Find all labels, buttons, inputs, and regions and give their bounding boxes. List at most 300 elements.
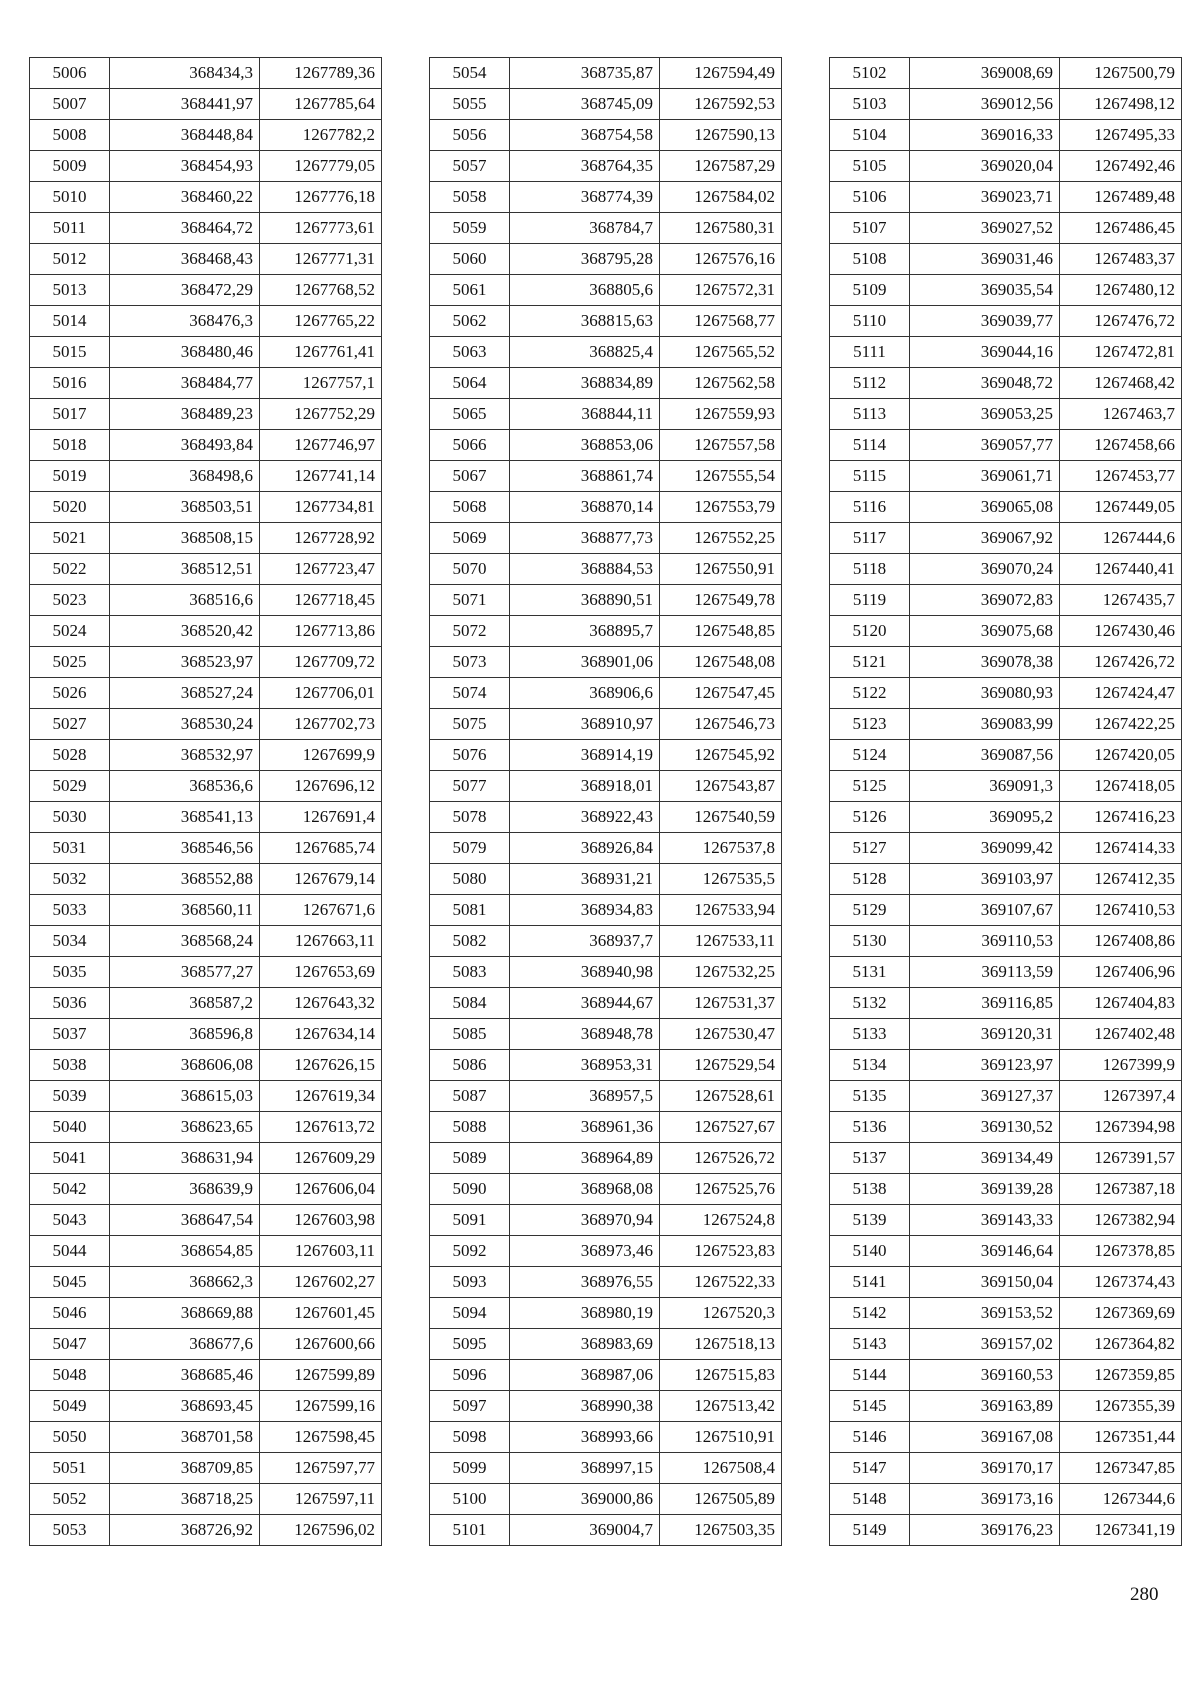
y-coordinate-cell: 1267374,43: [1060, 1267, 1182, 1298]
point-number-cell: 5022: [30, 554, 110, 585]
point-number-cell: 5089: [430, 1143, 510, 1174]
point-number-cell: 5092: [430, 1236, 510, 1267]
point-number-cell: 5048: [30, 1360, 110, 1391]
x-coordinate-cell: 368993,66: [510, 1422, 660, 1453]
x-coordinate-cell: 368654,85: [110, 1236, 260, 1267]
table-row: [30, 1143, 382, 1174]
table-row: [30, 864, 382, 895]
y-coordinate-cell: 1267535,5: [660, 864, 782, 895]
y-coordinate-cell: 1267702,73: [260, 709, 382, 740]
table-row: [30, 1174, 382, 1205]
y-coordinate-cell: 1267713,86: [260, 616, 382, 647]
x-coordinate-cell: 368468,43: [110, 244, 260, 275]
y-coordinate-cell: 1267706,01: [260, 678, 382, 709]
table-row: [830, 647, 1182, 678]
table-row: [30, 1050, 382, 1081]
table-row: [830, 151, 1182, 182]
point-number-cell: 5131: [830, 957, 910, 988]
point-number-cell: 5027: [30, 709, 110, 740]
point-number-cell: 5112: [830, 368, 910, 399]
y-coordinate-cell: 1267515,83: [660, 1360, 782, 1391]
y-coordinate-cell: 1267548,08: [660, 647, 782, 678]
x-coordinate-cell: 369167,08: [910, 1422, 1060, 1453]
y-coordinate-cell: 1267752,29: [260, 399, 382, 430]
x-coordinate-cell: 368953,31: [510, 1050, 660, 1081]
table-row: [830, 554, 1182, 585]
x-coordinate-cell: 368541,13: [110, 802, 260, 833]
table-row: [430, 895, 782, 926]
x-coordinate-cell: 368493,84: [110, 430, 260, 461]
point-number-cell: 5046: [30, 1298, 110, 1329]
x-coordinate-cell: 368877,73: [510, 523, 660, 554]
point-number-cell: 5080: [430, 864, 510, 895]
table-body: [430, 58, 782, 1546]
table-row: [430, 523, 782, 554]
table-body: [830, 58, 1182, 1546]
point-number-cell: 5083: [430, 957, 510, 988]
x-coordinate-cell: 368527,24: [110, 678, 260, 709]
x-coordinate-cell: 368623,65: [110, 1112, 260, 1143]
point-number-cell: 5032: [30, 864, 110, 895]
table-row: [30, 1391, 382, 1422]
point-number-cell: 5142: [830, 1298, 910, 1329]
point-number-cell: 5033: [30, 895, 110, 926]
y-coordinate-cell: 1267533,11: [660, 926, 782, 957]
x-coordinate-cell: 368944,67: [510, 988, 660, 1019]
x-coordinate-cell: 369048,72: [910, 368, 1060, 399]
y-coordinate-cell: 1267408,86: [1060, 926, 1182, 957]
table-row: [30, 306, 382, 337]
x-coordinate-cell: 369016,33: [910, 120, 1060, 151]
table-row: [430, 368, 782, 399]
table-row: [830, 89, 1182, 120]
table-row: [30, 1112, 382, 1143]
y-coordinate-cell: 1267503,35: [660, 1515, 782, 1546]
x-coordinate-cell: 368901,06: [510, 647, 660, 678]
point-number-cell: 5054: [430, 58, 510, 89]
y-coordinate-cell: 1267606,04: [260, 1174, 382, 1205]
table-row: [30, 337, 382, 368]
point-number-cell: 5031: [30, 833, 110, 864]
point-number-cell: 5088: [430, 1112, 510, 1143]
point-number-cell: 5042: [30, 1174, 110, 1205]
table-row: [30, 523, 382, 554]
table-row: [30, 120, 382, 151]
point-number-cell: 5097: [430, 1391, 510, 1422]
point-number-cell: 5145: [830, 1391, 910, 1422]
y-coordinate-cell: 1267597,11: [260, 1484, 382, 1515]
y-coordinate-cell: 1267613,72: [260, 1112, 382, 1143]
y-coordinate-cell: 1267483,37: [1060, 244, 1182, 275]
table-row: [30, 492, 382, 523]
x-coordinate-cell: 368484,77: [110, 368, 260, 399]
x-coordinate-cell: 369120,31: [910, 1019, 1060, 1050]
point-number-cell: 5071: [430, 585, 510, 616]
point-number-cell: 5036: [30, 988, 110, 1019]
y-coordinate-cell: 1267418,05: [1060, 771, 1182, 802]
y-coordinate-cell: 1267492,46: [1060, 151, 1182, 182]
point-number-cell: 5125: [830, 771, 910, 802]
point-number-cell: 5037: [30, 1019, 110, 1050]
y-coordinate-cell: 1267537,8: [660, 833, 782, 864]
point-number-cell: 5017: [30, 399, 110, 430]
table-row: [830, 213, 1182, 244]
table-row: [430, 1422, 782, 1453]
point-number-cell: 5117: [830, 523, 910, 554]
table-row: [430, 771, 782, 802]
y-coordinate-cell: 1267528,61: [660, 1081, 782, 1112]
x-coordinate-cell: 368870,14: [510, 492, 660, 523]
point-number-cell: 5084: [430, 988, 510, 1019]
x-coordinate-cell: 368990,38: [510, 1391, 660, 1422]
table-row: [830, 895, 1182, 926]
point-number-cell: 5123: [830, 709, 910, 740]
x-coordinate-cell: 368472,29: [110, 275, 260, 306]
point-number-cell: 5104: [830, 120, 910, 151]
y-coordinate-cell: 1267757,1: [260, 368, 382, 399]
point-number-cell: 5110: [830, 306, 910, 337]
point-number-cell: 5144: [830, 1360, 910, 1391]
point-number-cell: 5133: [830, 1019, 910, 1050]
x-coordinate-cell: 369075,68: [910, 616, 1060, 647]
point-number-cell: 5058: [430, 182, 510, 213]
y-coordinate-cell: 1267572,31: [660, 275, 782, 306]
table-row: [830, 1236, 1182, 1267]
x-coordinate-cell: 368764,35: [510, 151, 660, 182]
x-coordinate-cell: 369053,25: [910, 399, 1060, 430]
table-row: [830, 492, 1182, 523]
point-number-cell: 5129: [830, 895, 910, 926]
y-coordinate-cell: 1267619,34: [260, 1081, 382, 1112]
point-number-cell: 5140: [830, 1236, 910, 1267]
table-row: [30, 802, 382, 833]
x-coordinate-cell: 369080,93: [910, 678, 1060, 709]
point-number-cell: 5085: [430, 1019, 510, 1050]
point-number-cell: 5095: [430, 1329, 510, 1360]
table-row: [30, 1422, 382, 1453]
x-coordinate-cell: 368489,23: [110, 399, 260, 430]
y-coordinate-cell: 1267472,81: [1060, 337, 1182, 368]
y-coordinate-cell: 1267602,27: [260, 1267, 382, 1298]
y-coordinate-cell: 1267663,11: [260, 926, 382, 957]
point-number-cell: 5091: [430, 1205, 510, 1236]
y-coordinate-cell: 1267525,76: [660, 1174, 782, 1205]
table-row: [30, 399, 382, 430]
point-number-cell: 5100: [430, 1484, 510, 1515]
x-coordinate-cell: 369123,97: [910, 1050, 1060, 1081]
table-row: [830, 709, 1182, 740]
point-number-cell: 5107: [830, 213, 910, 244]
point-number-cell: 5055: [430, 89, 510, 120]
coordinates-table-1: [29, 57, 382, 1546]
x-coordinate-cell: 369143,33: [910, 1205, 1060, 1236]
point-number-cell: 5029: [30, 771, 110, 802]
point-number-cell: 5143: [830, 1329, 910, 1360]
table-row: [430, 1391, 782, 1422]
y-coordinate-cell: 1267505,89: [660, 1484, 782, 1515]
x-coordinate-cell: 368922,43: [510, 802, 660, 833]
y-coordinate-cell: 1267576,16: [660, 244, 782, 275]
y-coordinate-cell: 1267785,64: [260, 89, 382, 120]
table-body: [30, 58, 382, 1546]
y-coordinate-cell: 1267765,22: [260, 306, 382, 337]
y-coordinate-cell: 1267453,77: [1060, 461, 1182, 492]
y-coordinate-cell: 1267776,18: [260, 182, 382, 213]
table-row: [830, 337, 1182, 368]
point-number-cell: 5026: [30, 678, 110, 709]
x-coordinate-cell: 368631,94: [110, 1143, 260, 1174]
point-number-cell: 5040: [30, 1112, 110, 1143]
table-row: [30, 89, 382, 120]
point-number-cell: 5044: [30, 1236, 110, 1267]
table-row: [830, 120, 1182, 151]
x-coordinate-cell: 368516,6: [110, 585, 260, 616]
x-coordinate-cell: 369044,16: [910, 337, 1060, 368]
x-coordinate-cell: 368987,06: [510, 1360, 660, 1391]
point-number-cell: 5132: [830, 988, 910, 1019]
point-number-cell: 5149: [830, 1515, 910, 1546]
x-coordinate-cell: 368530,24: [110, 709, 260, 740]
x-coordinate-cell: 369083,99: [910, 709, 1060, 740]
x-coordinate-cell: 368964,89: [510, 1143, 660, 1174]
x-coordinate-cell: 368520,42: [110, 616, 260, 647]
x-coordinate-cell: 369027,52: [910, 213, 1060, 244]
table-row: [830, 833, 1182, 864]
x-coordinate-cell: 368976,55: [510, 1267, 660, 1298]
table-row: [30, 895, 382, 926]
table-row: [430, 120, 782, 151]
x-coordinate-cell: 368718,25: [110, 1484, 260, 1515]
point-number-cell: 5015: [30, 337, 110, 368]
point-number-cell: 5067: [430, 461, 510, 492]
point-number-cell: 5064: [430, 368, 510, 399]
y-coordinate-cell: 1267779,05: [260, 151, 382, 182]
x-coordinate-cell: 369061,71: [910, 461, 1060, 492]
x-coordinate-cell: 368918,01: [510, 771, 660, 802]
table-row: [830, 1081, 1182, 1112]
x-coordinate-cell: 368834,89: [510, 368, 660, 399]
x-coordinate-cell: 369130,52: [910, 1112, 1060, 1143]
y-coordinate-cell: 1267518,13: [660, 1329, 782, 1360]
table-row: [30, 554, 382, 585]
x-coordinate-cell: 368476,3: [110, 306, 260, 337]
y-coordinate-cell: 1267500,79: [1060, 58, 1182, 89]
y-coordinate-cell: 1267562,58: [660, 368, 782, 399]
y-coordinate-cell: 1267523,83: [660, 1236, 782, 1267]
y-coordinate-cell: 1267543,87: [660, 771, 782, 802]
y-coordinate-cell: 1267414,33: [1060, 833, 1182, 864]
point-number-cell: 5116: [830, 492, 910, 523]
table-row: [30, 926, 382, 957]
x-coordinate-cell: 368914,19: [510, 740, 660, 771]
point-number-cell: 5098: [430, 1422, 510, 1453]
point-number-cell: 5113: [830, 399, 910, 430]
table-row: [830, 1422, 1182, 1453]
point-number-cell: 5063: [430, 337, 510, 368]
x-coordinate-cell: 369107,67: [910, 895, 1060, 926]
y-coordinate-cell: 1267728,92: [260, 523, 382, 554]
table-row: [830, 802, 1182, 833]
y-coordinate-cell: 1267351,44: [1060, 1422, 1182, 1453]
table-row: [430, 492, 782, 523]
point-number-cell: 5126: [830, 802, 910, 833]
y-coordinate-cell: 1267603,11: [260, 1236, 382, 1267]
x-coordinate-cell: 369113,59: [910, 957, 1060, 988]
x-coordinate-cell: 368997,15: [510, 1453, 660, 1484]
table-row: [430, 1019, 782, 1050]
table-row: [830, 244, 1182, 275]
table-row: [830, 461, 1182, 492]
y-coordinate-cell: 1267603,98: [260, 1205, 382, 1236]
table-row: [830, 1329, 1182, 1360]
point-number-cell: 5053: [30, 1515, 110, 1546]
x-coordinate-cell: 368961,36: [510, 1112, 660, 1143]
x-coordinate-cell: 369035,54: [910, 275, 1060, 306]
x-coordinate-cell: 369004,7: [510, 1515, 660, 1546]
table-row: [830, 1267, 1182, 1298]
x-coordinate-cell: 368973,46: [510, 1236, 660, 1267]
x-coordinate-cell: 369067,92: [910, 523, 1060, 554]
point-number-cell: 5134: [830, 1050, 910, 1081]
point-number-cell: 5065: [430, 399, 510, 430]
point-number-cell: 5099: [430, 1453, 510, 1484]
y-coordinate-cell: 1267382,94: [1060, 1205, 1182, 1236]
y-coordinate-cell: 1267387,18: [1060, 1174, 1182, 1205]
point-number-cell: 5079: [430, 833, 510, 864]
x-coordinate-cell: 369173,16: [910, 1484, 1060, 1515]
table-row: [30, 1515, 382, 1546]
table-row: [430, 1298, 782, 1329]
x-coordinate-cell: 368662,3: [110, 1267, 260, 1298]
point-number-cell: 5139: [830, 1205, 910, 1236]
point-number-cell: 5073: [430, 647, 510, 678]
table-row: [830, 957, 1182, 988]
x-coordinate-cell: 369099,42: [910, 833, 1060, 864]
y-coordinate-cell: 1267402,48: [1060, 1019, 1182, 1050]
point-number-cell: 5121: [830, 647, 910, 678]
y-coordinate-cell: 1267510,91: [660, 1422, 782, 1453]
point-number-cell: 5035: [30, 957, 110, 988]
x-coordinate-cell: 369039,77: [910, 306, 1060, 337]
point-number-cell: 5148: [830, 1484, 910, 1515]
point-number-cell: 5119: [830, 585, 910, 616]
x-coordinate-cell: 369057,77: [910, 430, 1060, 461]
table-row: [30, 1205, 382, 1236]
x-coordinate-cell: 368546,56: [110, 833, 260, 864]
point-number-cell: 5023: [30, 585, 110, 616]
table-row: [30, 182, 382, 213]
x-coordinate-cell: 369020,04: [910, 151, 1060, 182]
y-coordinate-cell: 1267420,05: [1060, 740, 1182, 771]
y-coordinate-cell: 1267598,45: [260, 1422, 382, 1453]
x-coordinate-cell: 369072,83: [910, 585, 1060, 616]
table-row: [430, 399, 782, 430]
point-number-cell: 5061: [430, 275, 510, 306]
table-row: [30, 58, 382, 89]
y-coordinate-cell: 1267547,45: [660, 678, 782, 709]
table-row: [430, 1267, 782, 1298]
y-coordinate-cell: 1267555,54: [660, 461, 782, 492]
point-number-cell: 5106: [830, 182, 910, 213]
point-number-cell: 5041: [30, 1143, 110, 1174]
y-coordinate-cell: 1267559,93: [660, 399, 782, 430]
y-coordinate-cell: 1267430,46: [1060, 616, 1182, 647]
y-coordinate-cell: 1267449,05: [1060, 492, 1182, 523]
table-row: [30, 1453, 382, 1484]
y-coordinate-cell: 1267609,29: [260, 1143, 382, 1174]
y-coordinate-cell: 1267584,02: [660, 182, 782, 213]
x-coordinate-cell: 368512,51: [110, 554, 260, 585]
y-coordinate-cell: 1267596,02: [260, 1515, 382, 1546]
table-row: [30, 1298, 382, 1329]
y-coordinate-cell: 1267773,61: [260, 213, 382, 244]
y-coordinate-cell: 1267546,73: [660, 709, 782, 740]
point-number-cell: 5146: [830, 1422, 910, 1453]
table-row: [430, 244, 782, 275]
y-coordinate-cell: 1267540,59: [660, 802, 782, 833]
x-coordinate-cell: 368434,3: [110, 58, 260, 89]
point-number-cell: 5082: [430, 926, 510, 957]
y-coordinate-cell: 1267599,16: [260, 1391, 382, 1422]
x-coordinate-cell: 368861,74: [510, 461, 660, 492]
table-row: [430, 58, 782, 89]
x-coordinate-cell: 368735,87: [510, 58, 660, 89]
table-row: [430, 337, 782, 368]
table-row: [30, 1329, 382, 1360]
point-number-cell: 5010: [30, 182, 110, 213]
point-number-cell: 5137: [830, 1143, 910, 1174]
table-row: [430, 1174, 782, 1205]
coordinates-table-3: [829, 57, 1182, 1546]
y-coordinate-cell: 1267364,82: [1060, 1329, 1182, 1360]
point-number-cell: 5021: [30, 523, 110, 554]
y-coordinate-cell: 1267671,6: [260, 895, 382, 926]
y-coordinate-cell: 1267424,47: [1060, 678, 1182, 709]
point-number-cell: 5114: [830, 430, 910, 461]
y-coordinate-cell: 1267587,29: [660, 151, 782, 182]
x-coordinate-cell: 368937,7: [510, 926, 660, 957]
point-number-cell: 5047: [30, 1329, 110, 1360]
x-coordinate-cell: 368560,11: [110, 895, 260, 926]
table-row: [830, 1453, 1182, 1484]
x-coordinate-cell: 368480,46: [110, 337, 260, 368]
x-coordinate-cell: 368464,72: [110, 213, 260, 244]
table-row: [830, 678, 1182, 709]
x-coordinate-cell: 368844,11: [510, 399, 660, 430]
y-coordinate-cell: 1267440,41: [1060, 554, 1182, 585]
table-row: [830, 1050, 1182, 1081]
table-row: [430, 554, 782, 585]
x-coordinate-cell: 369127,37: [910, 1081, 1060, 1112]
y-coordinate-cell: 1267347,85: [1060, 1453, 1182, 1484]
table-row: [830, 1205, 1182, 1236]
x-coordinate-cell: 368895,7: [510, 616, 660, 647]
table-row: [830, 182, 1182, 213]
y-coordinate-cell: 1267768,52: [260, 275, 382, 306]
table-row: [430, 1081, 782, 1112]
x-coordinate-cell: 368693,45: [110, 1391, 260, 1422]
x-coordinate-cell: 369023,71: [910, 182, 1060, 213]
y-coordinate-cell: 1267696,12: [260, 771, 382, 802]
x-coordinate-cell: 369176,23: [910, 1515, 1060, 1546]
x-coordinate-cell: 368970,94: [510, 1205, 660, 1236]
x-coordinate-cell: 368523,97: [110, 647, 260, 678]
x-coordinate-cell: 368884,53: [510, 554, 660, 585]
point-number-cell: 5103: [830, 89, 910, 120]
x-coordinate-cell: 369139,28: [910, 1174, 1060, 1205]
table-row: [830, 1360, 1182, 1391]
table-row: [30, 678, 382, 709]
